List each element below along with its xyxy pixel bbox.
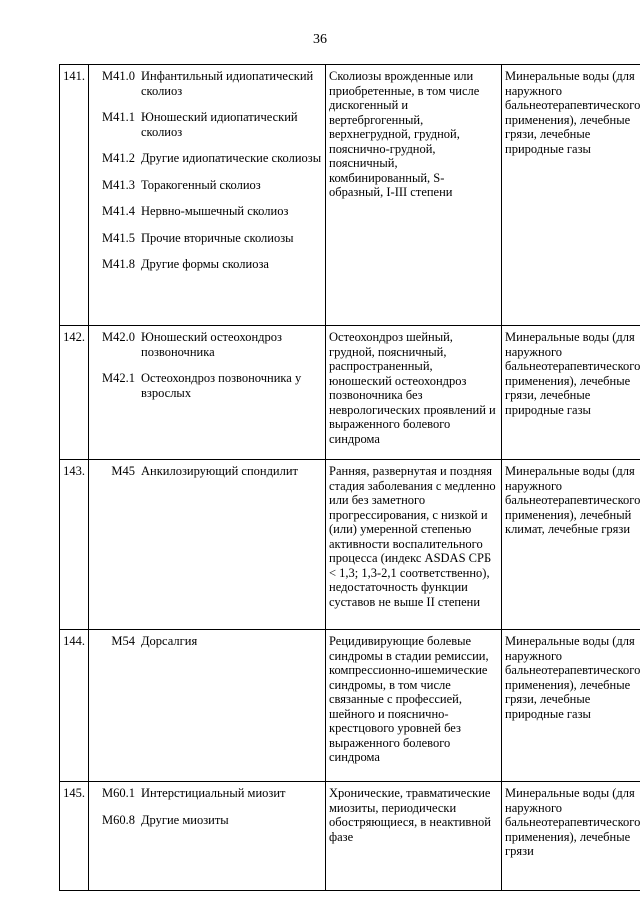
condition-description: Остеохондроз шейный, грудной, поясничный, распространенный, юношеский остеохондроз позвоночника без неврологических проявлений и выраженного болевого синдрома <box>326 326 502 460</box>
diagnosis-name: Другие миозиты <box>141 812 229 827</box>
icd-codes-cell <box>89 326 326 460</box>
row-number: 144. <box>60 630 89 782</box>
icd-codes-cell <box>89 630 326 782</box>
treatment-factors: Минеральные воды (для наружного бальнеотерапевтического применения), лечебные грязи, лечебные природные газы <box>502 630 640 782</box>
row-number: 141. <box>60 65 89 326</box>
icd-code: M41.3 <box>102 177 135 192</box>
code-item <box>92 178 322 193</box>
icd-code: M41.8 <box>102 257 135 271</box>
page-number: 36 <box>313 32 327 47</box>
condition-description: Хронические, травматические миозиты, периодически обостряющиеся, в неактивной фазе <box>326 782 502 891</box>
code-item <box>92 257 322 272</box>
icd-code: M60.8 <box>102 812 135 827</box>
diagnosis-name: Нервно-мышечный сколиоз <box>141 204 289 218</box>
icd-code: M41.5 <box>102 230 135 245</box>
diagnosis-name: Юношеский остеохондроз позвоночника <box>141 330 282 359</box>
condition-description: Рецидивирующие болевые синдромы в стадии ремиссии, компрессионно-ишемические синдромы, в том числе связанные с профессией, шейного и пояснично-крестцового уровней без выраженного болевого синдрома <box>326 630 502 782</box>
icd-code: M42.1 <box>102 371 135 385</box>
icd-code: M41.2 <box>102 151 135 165</box>
icd-code: M45 <box>111 464 135 478</box>
code-item <box>92 634 322 649</box>
treatment-factors: Минеральные воды (для наружного бальнеотерапевтического применения), лечебные грязи, лечебные природные газы <box>502 65 640 326</box>
table-row <box>60 630 640 782</box>
table-row <box>60 65 640 326</box>
diagnosis-name: Инфантильный идиопатический сколиоз <box>141 69 314 98</box>
diagnosis-name: Торакогенный сколиоз <box>141 177 261 192</box>
code-item <box>92 786 322 801</box>
icd-code: M41.0 <box>102 69 135 83</box>
code-item <box>92 151 322 166</box>
code-item <box>92 813 322 828</box>
diagnosis-name: Юношеский идиопатический сколиоз <box>141 110 298 139</box>
icd-codes-cell <box>89 782 326 891</box>
code-item <box>92 371 322 400</box>
row-number: 142. <box>60 326 89 460</box>
icd-code: M41.4 <box>102 204 135 218</box>
condition-description: Сколиозы врожденные или приобретенные, в том числе дискогенный и вертебргогенный, верхнегрудной, грудной, пояснично-грудной, поясничный, комбинированный, S-образный, I-III степени <box>326 65 502 326</box>
diagnosis-name: Другие формы сколиоза <box>141 257 269 271</box>
icd-codes-cell <box>89 65 326 326</box>
diagnosis-name: Дорсалгия <box>141 634 198 648</box>
code-item <box>92 330 322 359</box>
code-item <box>92 110 322 139</box>
icd-code: M42.0 <box>102 330 135 344</box>
diagnosis-name: Интерстициальный миозит <box>141 786 286 800</box>
treatment-factors: Минеральные воды (для наружного бальнеотерапевтического применения), лечебные грязи, лечебные природные газы <box>502 326 640 460</box>
code-item <box>92 69 322 98</box>
row-number: 143. <box>60 460 89 630</box>
icd-code: M60.1 <box>102 786 135 800</box>
table-row <box>60 326 640 460</box>
diagnosis-name: Другие идиопатические сколиозы <box>141 151 322 165</box>
icd-codes-cell <box>89 460 326 630</box>
icd-code: M41.1 <box>102 110 135 124</box>
diagnosis-name: Анкилозирующий спондилит <box>141 464 299 478</box>
row-number: 145. <box>60 782 89 891</box>
treatment-factors: Минеральные воды (для наружного бальнеотерапевтического применения), лечебный климат, лечебные грязи <box>502 460 640 630</box>
code-item <box>92 464 322 479</box>
code-item <box>92 231 322 246</box>
table-row <box>60 782 640 891</box>
treatment-factors: Минеральные воды (для наружного бальнеотерапевтического применения), лечебные грязи <box>502 782 640 891</box>
condition-description: Ранняя, развернутая и поздняя стадия заболевания с медленно или без заметного прогрессирования, с низкой и (или) умеренной степенью активности воспалительного процесса (индекс ASDAS СРБ < 1,3; 1,3-2,1 соответственно), недостаточность функции суставов не выше II степени <box>326 460 502 630</box>
table-row <box>60 460 640 630</box>
icd-code: M54 <box>111 634 135 648</box>
diagnosis-name: Прочие вторичные сколиозы <box>141 230 294 245</box>
diagnosis-name: Остеохондроз позвоночника у взрослых <box>141 371 302 400</box>
code-item <box>92 204 322 219</box>
indications-table <box>59 64 640 891</box>
